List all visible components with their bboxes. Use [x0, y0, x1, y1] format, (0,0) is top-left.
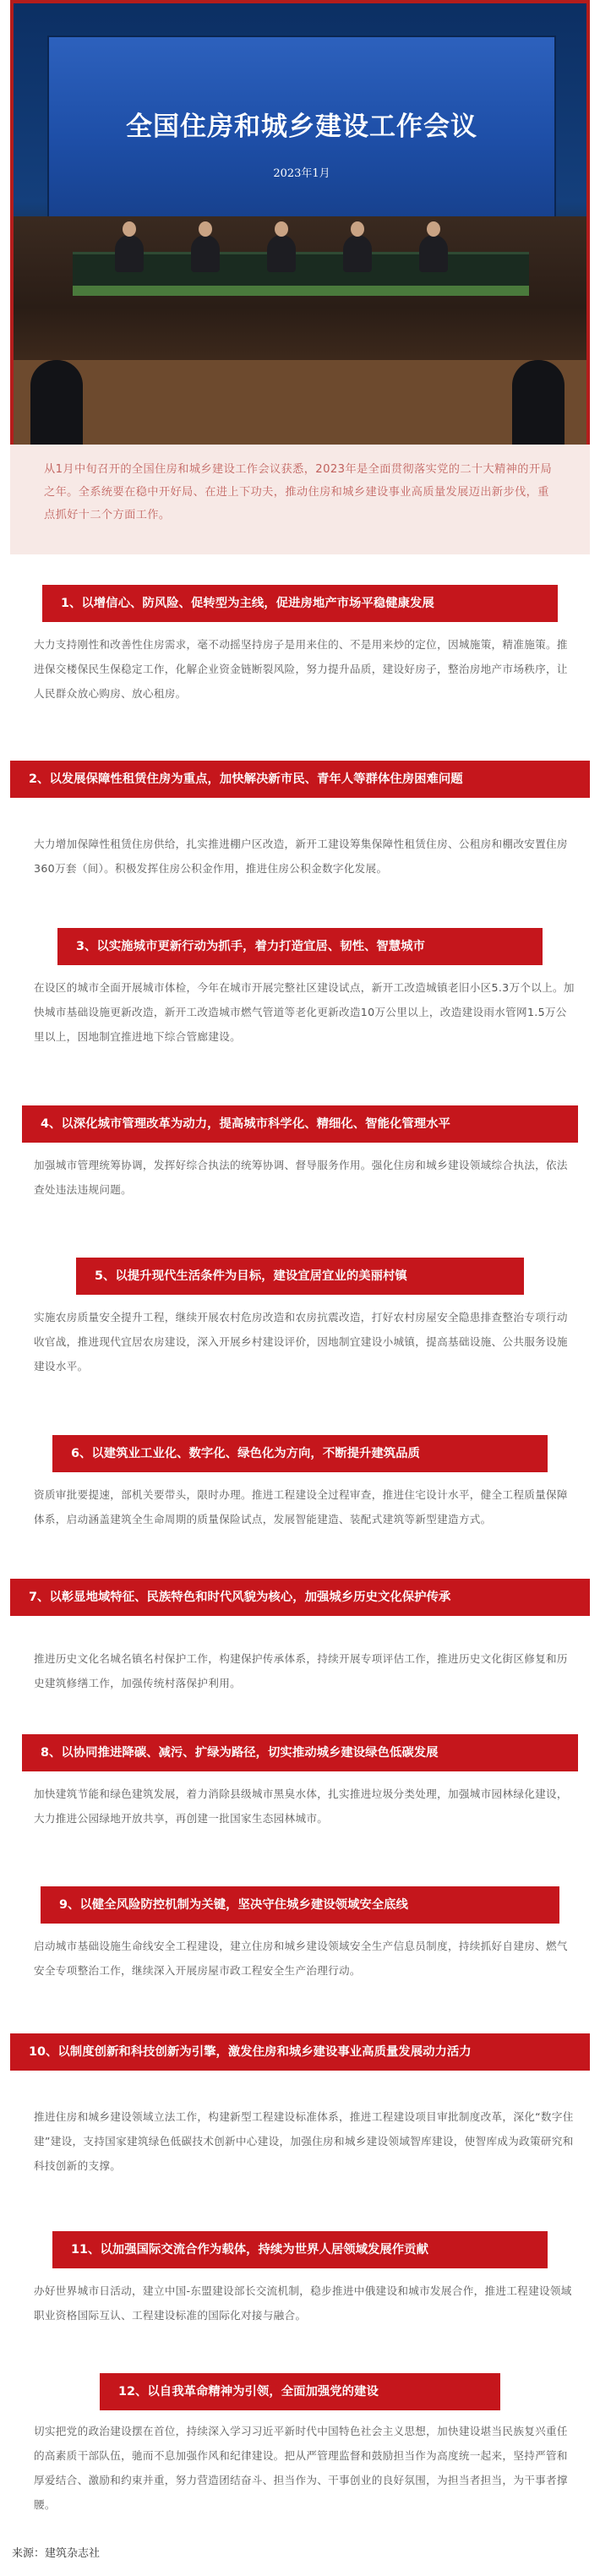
section-2-title: 2、以发展保障性租赁住房为重点，加快解决新市民、青年人等群体住房困难问题: [10, 761, 590, 798]
conference-photo: [14, 3, 586, 445]
conference-title: 全国住房和城乡建设工作会议: [126, 112, 477, 142]
section-7-body: 推进历史文化名城名镇名村保护工作，构建保护传承体系，持续开展专项评估工作，推进历史文化街区修复和历史建筑修缮工作，加强传统村落保护利用。: [34, 1652, 568, 1689]
official-figure: [419, 235, 448, 272]
official-figure: [267, 235, 296, 272]
section-9-body: 启动城市基础设施生命线安全工程建设，建立住房和城乡建设领域安全生产信息员制度，持续抓好自建房、燃气安全专项整治工作，继续深入开展房屋市政工程安全生产治理行动。: [34, 1940, 568, 1977]
hero-image: [10, 0, 590, 456]
flowers: [73, 286, 529, 296]
section-9-title: 9、以健全风险防控机制为关键，坚决守住城乡建设领域安全底线: [41, 1886, 559, 1924]
source-line: 来源：建筑杂志社: [12, 2547, 101, 2560]
intro-text: 从1月中旬召开的全国住房和城乡建设工作会议获悉，2023年是全面贯彻落实党的二十大精神的开局之年。全系统要在稳中开好局、在进上下功夫，推动住房和城乡建设事业高质量发展迈出新步伐，重点抓好十二个方面工作。: [44, 463, 553, 521]
official-figure: [115, 235, 144, 272]
section-5-body: 实施农房质量安全提升工程，继续开展农村危房改造和农房抗震改造，打好农村房屋安全隐患排查整治专项行动收官战，推进现代宜居农房建设，深入开展乡村建设评价，因地制宜建设小城镇，提高基础设施、公共服务设施建设水平。: [34, 1311, 568, 1373]
section-6-title: 6、以建筑业工业化、数字化、绿色化为方向，不断提升建筑品质: [52, 1435, 548, 1472]
audience-figure: [512, 360, 565, 445]
section-11-body: 办好世界城市日活动，建立中国-东盟建设部长交流机制，稳步推进中俄建设和城市发展合作，推进工程建设领域职业资格国际互认、工程建设标准的国际化对接与融合。: [34, 2284, 572, 2322]
section-1-title: 1、以增信心、防风险、促转型为主线，促进房地产市场平稳健康发展: [42, 585, 558, 622]
section-8-body: 加快建筑节能和绿色建筑发展，着力消除县级城市黑臭水体，扎实推进垃圾分类处理，加强城市园林绿化建设，大力推进公园绿地开放共享，再创建一批国家生态园林城市。: [34, 1787, 568, 1825]
section-3-title: 3、以实施城市更新行动为抓手，着力打造宜居、韧性、智慧城市: [57, 928, 543, 965]
stage: [14, 216, 586, 445]
section-12-body: 切实把党的政治建设摆在首位，持续深入学习习近平新时代中国特色社会主义思想，加快建设堪当民族复兴重任的高素质干部队伍，驰而不息加强作风和纪律建设。把从严管理监督和鼓励担当作为高度统一起来，坚持严管和厚爱结合、激励和约束并重，努力营造团结奋斗、担当作为、干事创业的良好氛围，为担当者担当，为干事者撑腰。: [34, 2425, 568, 2511]
section-8-title: 8、以协同推进降碳、减污、扩绿为路径，切实推动城乡建设绿色低碳发展: [22, 1734, 578, 1771]
conference-date: 2023年1月: [273, 167, 330, 180]
section-11-title: 11、以加强国际交流合作为载体，持续为世界人居领域发展作贡献: [52, 2231, 548, 2268]
section-1-body: 大力支持刚性和改善性住房需求，毫不动摇坚持房子是用来住的、不是用来炒的定位，因城施策，精准施策。推进保交楼保民生保稳定工作，化解企业资金链断裂风险，努力提升品质，建设好房子，整治房地产市场秩序，让人民群众放心购房、放心租房。: [34, 638, 568, 700]
section-12-title: 12、以自我革命精神为引领，全面加强党的建设: [100, 2373, 500, 2410]
floor: [14, 360, 586, 445]
section-7-title: 7、以彰显地域特征、民族特色和时代风貌为核心，加强城乡历史文化保护传承: [10, 1579, 590, 1616]
section-6-body: 资质审批要提速，部机关要带头，限时办理。推进工程建设全过程审查，推进住宅设计水平，健全工程质量保障体系，启动涵盖建筑全生命周期的质量保险试点，发展智能建造、装配式建筑等新型建造方式。: [34, 1488, 568, 1525]
section-4-title: 4、以深化城市管理改革为动力，提高城市科学化、精细化、智能化管理水平: [22, 1105, 578, 1143]
section-2-body: 大力增加保障性租赁住房供给，扎实推进棚户区改造，新开工建设筹集保障性租赁住房、公租房和棚改安置住房360万套（间）。积极发挥住房公积金作用，推进住房公积金数字化发展。: [34, 838, 568, 875]
section-5-title: 5、以提升现代生活条件为目标，建设宜居宜业的美丽村镇: [76, 1258, 524, 1295]
section-4-body: 加强城市管理统筹协调，发挥好综合执法的统筹协调、督导服务作用。强化住房和城乡建设领域综合执法，依法查处违法违规问题。: [34, 1159, 568, 1196]
official-figure: [191, 235, 220, 272]
section-10-body: 推进住房和城乡建设领域立法工作，构建新型工程建设标准体系，推进工程建设项目审批制度改革，深化“数字住建”建设，支持国家建筑绿色低碳技术创新中心建设，加强住房和城乡建设领域智库建设，使智库成为政策研究和科技创新的支撑。: [34, 2110, 574, 2172]
official-figure: [343, 235, 372, 272]
section-3-body: 在设区的城市全面开展城市体检，今年在城市开展完整社区建设试点，新开工改造城镇老旧小区5.3万个以上。加快城市基础设施更新改造，新开工改造城市燃气管道等老化更新改造10万公里以上，改造建设雨水管网1.5万公里以上，因地制宜推进地下综合管廊建设。: [34, 981, 575, 1043]
conference-screen: [47, 35, 556, 220]
intro-box: [10, 445, 590, 554]
audience-figure: [30, 360, 83, 445]
section-10-title: 10、以制度创新和科技创新为引擎，激发住房和城乡建设事业高质量发展动力活力: [10, 2033, 590, 2071]
